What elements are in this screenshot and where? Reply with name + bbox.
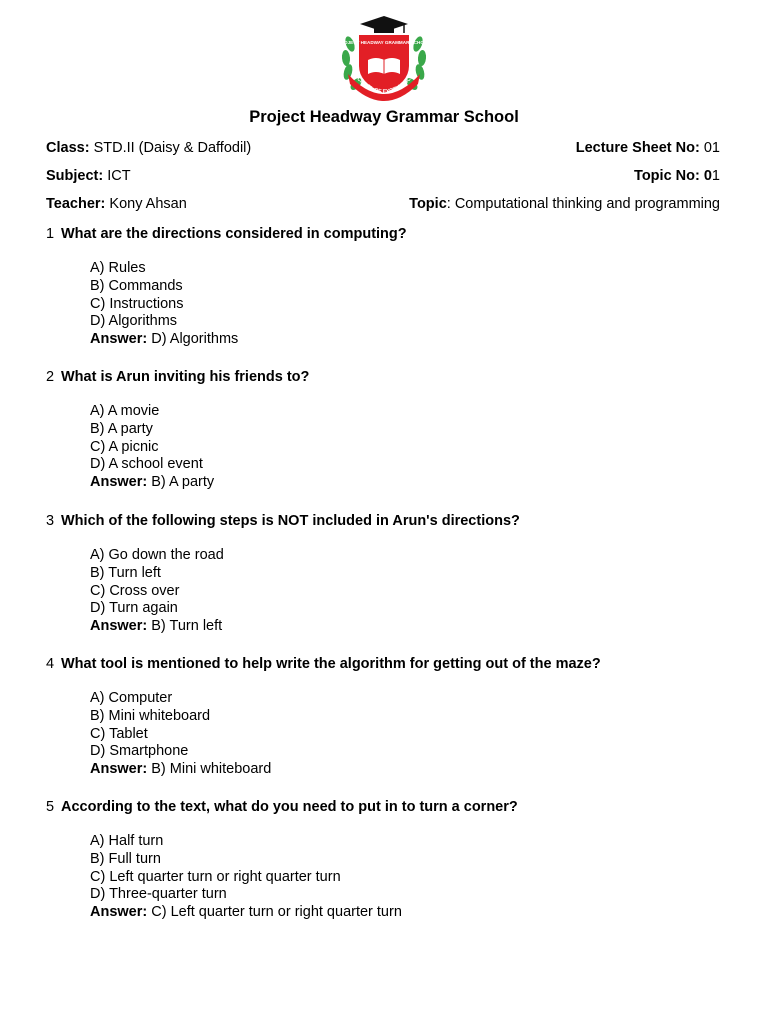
- option-c: C) Cross over: [90, 582, 180, 599]
- topic-no-value: 1: [711, 168, 720, 184]
- lecture-sheet-label: Lecture Sheet No:: [575, 140, 700, 156]
- meta-row-class: [46, 140, 720, 160]
- topic-no-label: Topic No: 0: [634, 168, 712, 184]
- option-a: A) Computer: [90, 690, 173, 706]
- option-d: D) Algorithms: [90, 313, 178, 330]
- open-book-icon: [368, 58, 400, 74]
- school-name: Project Headway Grammar School: [249, 108, 519, 126]
- answer-line: [90, 761, 601, 779]
- option-d: D) Smartphone: [90, 743, 189, 760]
- question-text: What are the directions considered in computing?: [61, 226, 407, 242]
- graduation-cap-icon: [360, 16, 408, 34]
- answer-label: Answer:: [90, 618, 148, 635]
- question-5: [46, 798, 518, 922]
- answer-label: Answer:: [90, 474, 148, 491]
- answer-value: B) Mini whiteboard: [151, 761, 272, 778]
- question-text: What is Arun inviting his friends to?: [61, 369, 310, 385]
- option-a: A) Rules: [90, 260, 146, 276]
- question-number: 3: [46, 513, 55, 529]
- option-b: B) Full turn: [90, 850, 161, 867]
- option-c: C) Left quarter turn or right quarter turn: [90, 868, 341, 885]
- option-a: A) Half turn: [90, 833, 164, 849]
- answer-label: Answer:: [90, 331, 148, 348]
- svg-text:PROJECT HEADWAY GRAMMAR SCHOOL: PROJECT HEADWAY GRAMMAR SCHOOL: [338, 40, 430, 45]
- svg-text:SCHOOL OF EXCELLENCE: SCHOOL OF EXCELLENCE: [352, 73, 416, 96]
- answer-value: C) Left quarter turn or right quarter turn: [151, 904, 402, 921]
- meta-row-subject: [46, 168, 720, 188]
- answer-label: Answer:: [90, 761, 148, 778]
- question-number: 4: [46, 656, 55, 672]
- lecture-sheet-value: 01: [703, 140, 720, 156]
- question-text: What tool is mentioned to help write the algorithm for getting out of the maze?: [61, 656, 601, 672]
- answer-line: [90, 331, 407, 349]
- teacher-value: Kony Ahsan: [109, 196, 187, 212]
- teacher-label: Teacher:: [46, 196, 106, 212]
- question-2: [46, 368, 309, 492]
- question-4: [46, 655, 601, 779]
- question-number: 1: [46, 226, 55, 242]
- question-number: 5: [46, 799, 55, 815]
- subject-label: Subject:: [46, 168, 104, 184]
- option-a: A) A movie: [90, 403, 160, 419]
- question-1: [46, 225, 407, 349]
- option-c: C) Tablet: [90, 725, 148, 742]
- option-b: B) Commands: [90, 277, 183, 294]
- class-value: STD.II (Daisy & Daffodil): [93, 140, 252, 156]
- answer-line: [90, 618, 520, 636]
- subject-value: ICT: [107, 168, 131, 184]
- option-b: B) A party: [90, 420, 153, 437]
- answer-line: [90, 474, 309, 492]
- option-b: B) Turn left: [90, 564, 161, 581]
- school-logo: [338, 14, 430, 104]
- question-number: 2: [46, 369, 55, 385]
- option-b: B) Mini whiteboard: [90, 707, 211, 724]
- topic-value: : Computational thinking and programming: [446, 196, 720, 212]
- option-a: A) Go down the road: [90, 547, 224, 563]
- option-c: C) Instructions: [90, 295, 184, 312]
- meta-row-teacher: [46, 196, 720, 216]
- class-label: Class:: [46, 140, 90, 156]
- answer-label: Answer:: [90, 904, 148, 921]
- answer-value: D) Algorithms: [151, 331, 239, 348]
- option-c: C) A picnic: [90, 438, 159, 455]
- option-d: D) A school event: [90, 456, 203, 473]
- answer-value: B) Turn left: [151, 618, 223, 635]
- option-d: D) Turn again: [90, 600, 178, 617]
- answer-value: B) A party: [151, 474, 215, 491]
- answer-line: [90, 904, 518, 922]
- question-text: Which of the following steps is NOT included in Arun's directions?: [61, 513, 520, 529]
- topic-label: Topic: [409, 196, 447, 212]
- question-3: [46, 512, 520, 636]
- option-d: D) Three-quarter turn: [90, 886, 227, 903]
- question-text: According to the text, what do you need to put in to turn a corner?: [61, 799, 518, 815]
